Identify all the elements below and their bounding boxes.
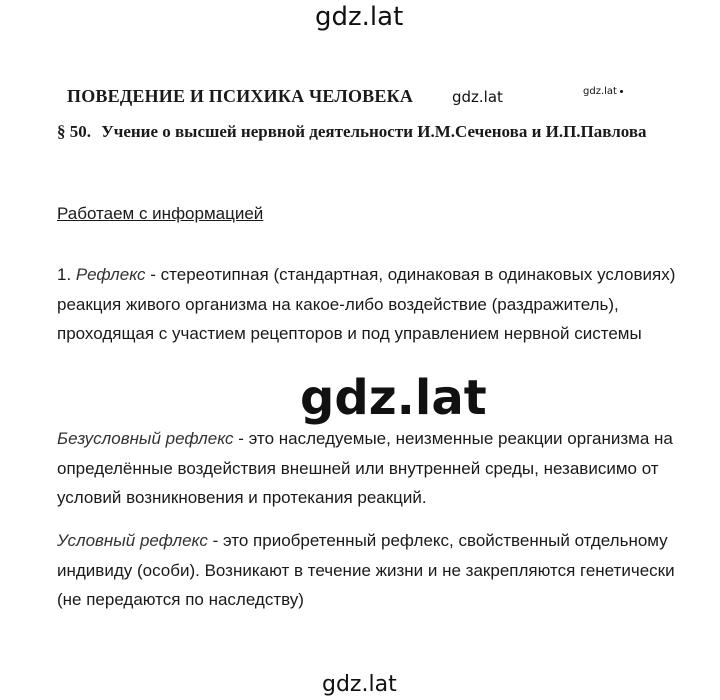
term-unconditioned-reflex: Безусловный рефлекс	[57, 429, 234, 448]
paragraph-number: § 50.	[57, 122, 91, 141]
watermark-center: gdz.lat	[300, 370, 487, 426]
definition-reflex	[57, 260, 677, 349]
section-label: Работаем с информацией	[57, 204, 264, 223]
definition-text: - это наследуемые, неизменные реакции организма на определённые воздействия внешней или внутренней среды, независимо от условий возникновения и протекания реакций.	[57, 429, 673, 507]
definition-unconditioned-reflex	[57, 424, 677, 513]
watermark-small: gdz.lat	[583, 86, 617, 97]
definition-text: - это приобретенный рефлекс, свойственный отдельному индивиду (особи). Возникают в течение жизни и не закрепляются генетически (не передаются по наследству)	[57, 531, 675, 609]
paragraph-title: Учение о высшей нервной деятельности И.М.Сеченова и И.П.Павлова	[101, 122, 647, 141]
definition-conditioned-reflex	[57, 526, 677, 615]
item-number: 1.	[57, 265, 72, 284]
term-conditioned-reflex: Условный рефлекс	[57, 531, 208, 550]
watermark-top: gdz.lat	[315, 2, 404, 32]
term-reflex: Рефлекс	[75, 265, 146, 284]
paragraph-heading	[57, 118, 657, 146]
watermark-dot	[620, 90, 623, 93]
chapter-title: ПОВЕДЕНИЕ И ПСИХИКА ЧЕЛОВЕКА	[67, 86, 414, 106]
watermark-inline: gdz.lat	[452, 88, 503, 106]
watermark-bottom: gdz.lat	[322, 672, 397, 697]
definition-text: - стереотипная (стандартная, одинаковая в одинаковых условиях) реакция живого организма на какое-либо воздействие (раздражитель), проходящая с участием рецепторов и под управлением нервной системы	[57, 265, 676, 343]
